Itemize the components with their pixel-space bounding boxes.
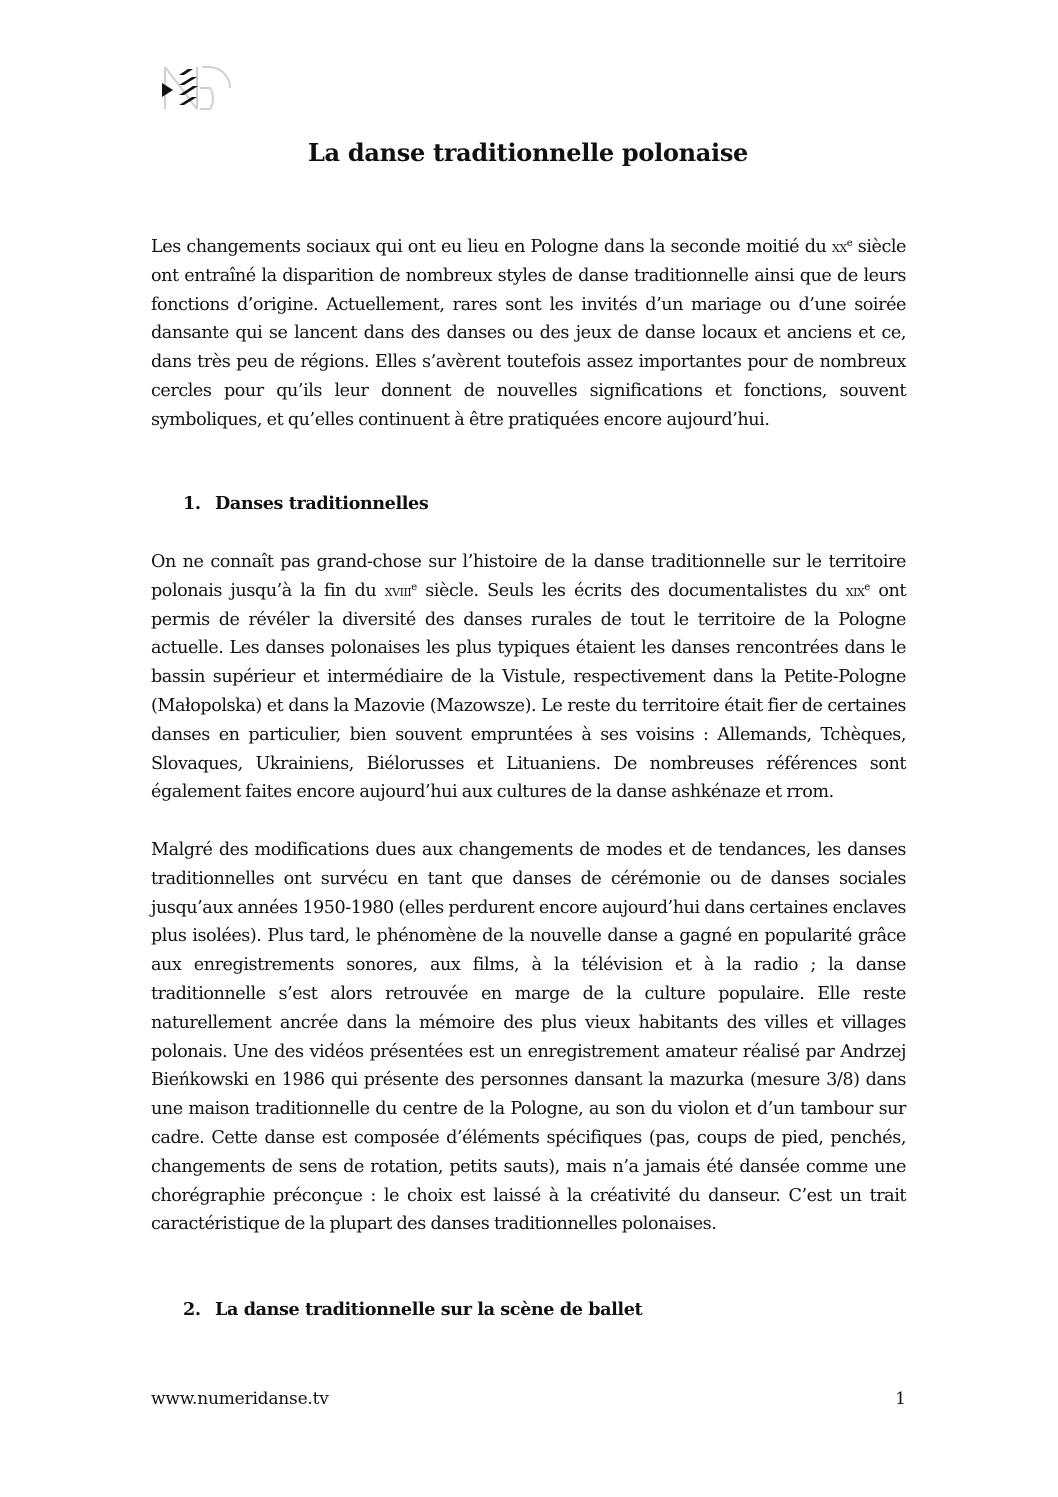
section-heading-1: [183, 490, 428, 518]
paragraph-text: ont permis de révéler la diversité des danses rurales de tout le territoire de la Pologne actuelle. Les danses polonaises les plus typiques étaient les danses rencontrées dans le bassin supérieur et intermédiaire de la Vistule, respectivement dans la Petite-Pologne (Małopolska) et dans la Mazovie (Mazowsze). Le reste du territoire était fier de certaines danses en particulier, bien souvent empruntées à ses voisins : Allemands, Tchèques, Slovaques, Ukrainiens, Biélorusses et Lituaniens. De nombreuses références sont également faites encore aujourd’hui aux cultures de la danse ashkénaze et rrom.: [151, 580, 906, 803]
section1-paragraph-1: [151, 548, 906, 807]
section-heading-text: La danse traditionnelle sur la scène de ballet: [215, 1299, 643, 1320]
century-label: xx: [831, 238, 847, 256]
intro-text-2: siècle ont entraîné la disparition de nombreux styles de danse traditionnelle ainsi que de leurs fonctions d’origine. Actuellement, rares sont les invités d’un mariage ou d’une soirée dansante qui se lancent dans des danses ou des jeux de danse locaux et anciens et ce, dans très peu de régions. Elles s’avèrent toutefois assez importantes pour de nombreux cercles pour qu’ils leur donnent de nouvelles significations et fonctions, souvent symboliques, et qu’elles continuent à être pratiquées encore aujourd’hui.: [151, 237, 907, 430]
ordinal-suffix: e: [864, 581, 870, 593]
intro-paragraph: [151, 233, 906, 435]
paragraph-text: On ne connaît pas grand-chose sur l’histoire de la danse traditionnelle sur le territoire polonais jusqu’à la fin du: [151, 552, 906, 601]
numeridanse-logo-icon: [160, 64, 234, 112]
ordinal-suffix: e: [411, 581, 417, 593]
section-heading-2: [183, 1296, 642, 1324]
century-label: xix: [845, 581, 865, 600]
section1-paragraph-2: Malgré des modifications dues aux changements de modes et de tendances, les danses traditionnelles ont survécu en tant que danses de cérémonie ou de danses sociales jusqu’aux années 1950-1980 (elles perdurent encore aujourd’hui dans certaines enclaves plus isolées). Plus tard, le phénomène de la nouvelle danse a gagné en popularité grâce aux enregistrements sonores, aux films, à la télévision et à la radio ; la danse traditionnelle s’est alors retrouvée en marge de la culture populaire. Elle reste naturellement ancrée dans la mémoire des plus vieux habitants des villes et villages polonais. Une des vidéos présentées est un enregistrement amateur réalisé par Andrzej Bieńkowski en 1986 qui présente des personnes dansant la mazurka (mesure 3/8) dans une maison traditionnelle du centre de la Pologne, au son du violon et d’un tambour sur cadre. Cette danse est composée d’éléments spécifiques (pas, coups de pied, penchés, changements de sens de rotation, petits sauts), mais n’a jamais été dansée comme une chorégraphie préconçue : le choix est laissé à la créativité du danseur. C’est un trait caractéristique de la plupart des danses traditionnelles polonaises.: [151, 840, 906, 1235]
footer-url: www.numeridanse.tv: [151, 1389, 329, 1409]
section-heading-text: Danses traditionnelles: [215, 493, 429, 514]
paragraph-text: siècle. Seuls les écrits des documentalistes du: [416, 580, 846, 601]
section-number: 2.: [183, 1299, 201, 1320]
intro-text-1: Les changements sociaux qui ont eu lieu en Pologne dans la seconde moitié du: [151, 237, 832, 257]
page-number: 1: [895, 1389, 906, 1409]
document-title: La danse traditionnelle polonaise: [307, 138, 749, 167]
section-number: 1.: [183, 493, 201, 514]
century-label: xviii: [384, 581, 412, 600]
ordinal-suffix: e: [846, 238, 853, 249]
